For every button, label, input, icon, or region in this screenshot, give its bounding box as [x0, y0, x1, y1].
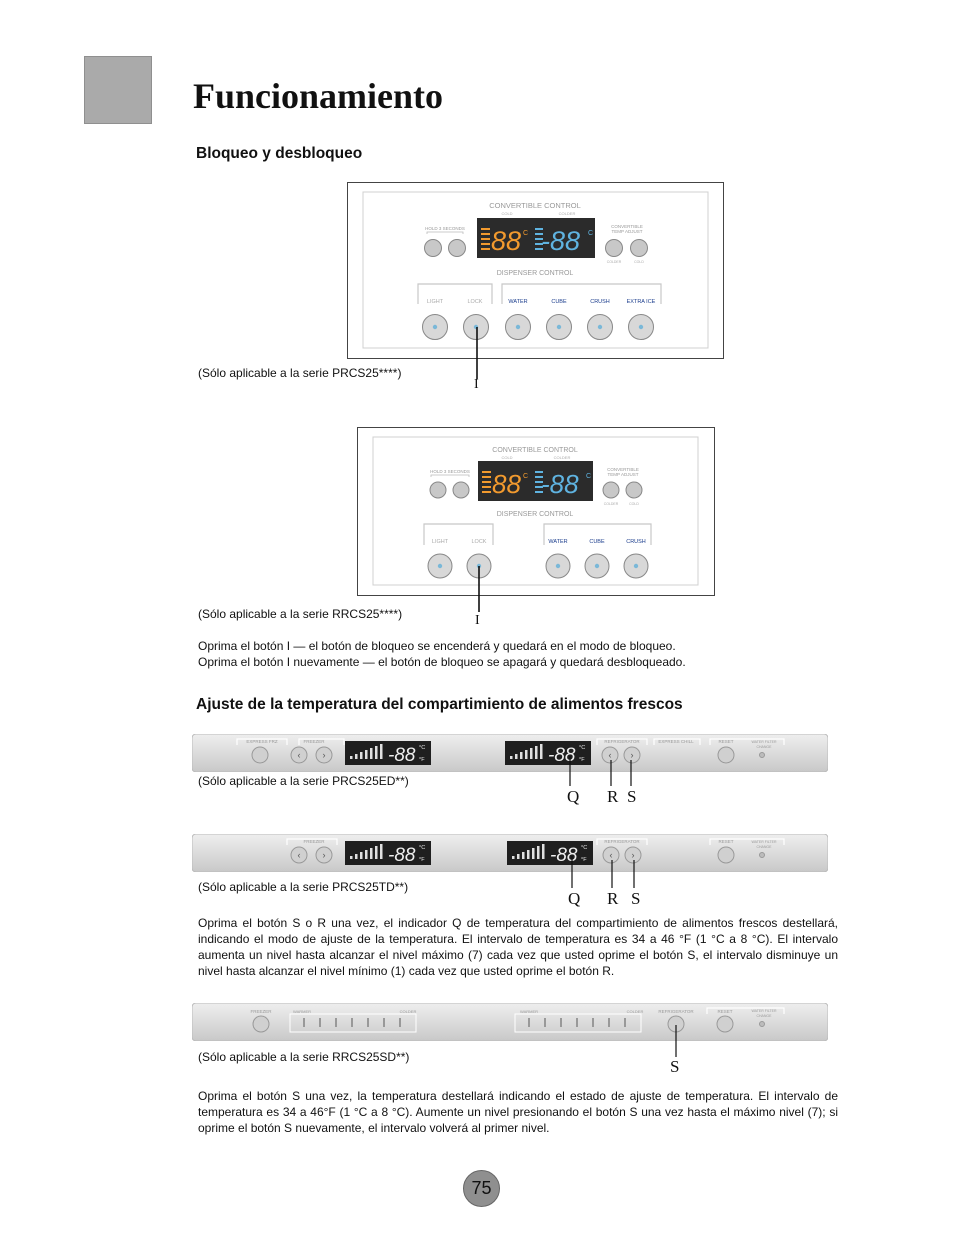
display-digits-blue: -88	[541, 469, 579, 499]
unit-celsius-orange: C	[523, 230, 529, 237]
label-freezer: FREEZER	[303, 739, 325, 744]
svg-text:‹: ‹	[297, 850, 301, 860]
hold-button-2[interactable]	[449, 240, 466, 257]
label-light: LIGHT	[426, 299, 444, 305]
label-convertible: CONVERTIBLE	[607, 467, 639, 472]
freezer-digits: -88	[388, 745, 416, 766]
label-water-filter-change: CHANGE	[756, 745, 772, 749]
label-hold-3-seconds: HOLD 3 SECONDS	[430, 469, 470, 474]
control-strip-prcs25ed	[192, 734, 828, 772]
reset-button[interactable]	[718, 847, 734, 863]
lock-instructions	[198, 638, 838, 670]
freezer-unit-c: °C	[419, 845, 426, 851]
cold-button[interactable]	[631, 240, 648, 257]
label-water: WATER	[508, 299, 528, 305]
label-refrigerator: REFRIGERATOR	[604, 839, 640, 844]
page-number-badge	[463, 1170, 500, 1207]
caption-prcs25td: (Sólo aplicable a la serie PRCS25TD**)	[198, 880, 409, 894]
unit-celsius-blue: C	[586, 473, 592, 480]
display-digits-blue: -88	[541, 226, 581, 256]
page-number: 75	[471, 1178, 492, 1198]
label-cold-small: COLD	[629, 502, 639, 506]
caption-rrcs25sd: (Sólo aplicable a la serie RRCS25SD**)	[198, 1050, 410, 1064]
callout-i-1: I	[474, 377, 479, 392]
label-light: LIGHT	[431, 539, 449, 545]
callout-line-lock-2	[476, 566, 482, 612]
label-extra-ice: EXTRA ICE	[626, 299, 656, 305]
freezer-unit-f: °F	[419, 757, 425, 763]
hold-button-1[interactable]	[430, 482, 446, 498]
refrigerator-digits: -88	[550, 845, 578, 866]
svg-text:›: ›	[631, 850, 635, 860]
display-digits-orange: 88	[492, 469, 521, 499]
label-reset: RESET	[718, 739, 734, 744]
unit-celsius-blue: C	[588, 230, 594, 237]
label-freezer: FREEZER	[250, 1009, 272, 1014]
label-water-filter-change: CHANGE	[756, 1014, 772, 1018]
label-dispenser-control: DISPENSER CONTROL	[496, 511, 574, 518]
section-marker-block	[84, 56, 152, 124]
label-cold-small: COLD	[634, 260, 644, 264]
refrigerator-digits: -88	[548, 745, 576, 766]
refrigerator-unit-f: °F	[581, 857, 587, 863]
callout-s-1: S	[627, 787, 637, 806]
freezer-unit-f: °F	[419, 857, 425, 863]
label-water-filter: WATER FILTER	[751, 740, 777, 744]
control-strip-prcs25td	[192, 834, 828, 872]
callout-line-strip3	[670, 1023, 682, 1059]
hold-button-1[interactable]	[425, 240, 442, 257]
label-convertible-control: CONVERTIBLE CONTROL	[489, 201, 581, 210]
caption-prcs25ed: (Sólo aplicable a la serie PRCS25ED**)	[198, 774, 409, 788]
label-colder-small: COLDER	[603, 502, 619, 506]
callout-s-2: S	[631, 889, 641, 908]
label-lock: LOCK	[471, 539, 487, 545]
svg-text:›: ›	[322, 750, 326, 760]
label-express-frz: EXPRESS FRZ	[246, 739, 278, 744]
svg-text:‹: ‹	[297, 750, 301, 760]
callout-i-2: I	[475, 613, 480, 628]
refrigerator-adjust-paragraph: Oprima el botón S una vez, la temperatura destellará indicando el estado de ajuste de temperatura. El intervalo de temperatura es 34 a 46°F (1 °C a 8 °C). Aumente un nivel presionando el botón S una vez hasta el máximo nivel (7); si oprime el botón S nuevamente, el intervalo volverá al primer nivel.	[198, 1089, 838, 1135]
label-crush: CRUSH	[626, 539, 646, 545]
callout-s-3: S	[670, 1057, 680, 1076]
caption-prcs25: (Sólo aplicable a la serie PRCS25****)	[198, 366, 402, 380]
water-filter-indicator	[760, 753, 765, 758]
water-filter-indicator	[760, 853, 765, 858]
display-digits-orange: 88	[491, 226, 522, 256]
page-title: Funcionamiento	[193, 76, 444, 116]
express-frz-button[interactable]	[252, 747, 268, 763]
control-panel-prcs25	[347, 182, 724, 359]
reset-button[interactable]	[718, 747, 734, 763]
temperature-adjust-paragraph: Oprima el botón S o R una vez, el indicador Q de temperatura del compartimiento de alimentos frescos destellará, indicando el modo de ajuste de la temperatura. El intervalo de temperatura es 34 a 46 °F (1 °C a 8 °C). El intervalo aumenta un nivel hasta alcanzar el nivel máximo (7) cada vez que usted oprime el botón S, el intervalo disminuye un nivel hasta alcanzar el nivel mínimo (1) cada vez que usted oprime el botón R.	[198, 916, 838, 978]
section-heading-temperature: Ajuste de la temperatura del compartimiento de alimentos frescos	[196, 696, 683, 713]
svg-text:‹: ‹	[608, 750, 612, 760]
refrigerator-unit-f: °F	[579, 757, 585, 763]
caption-rrcs25: (Sólo aplicable a la serie RRCS25****)	[198, 607, 403, 621]
refrigerator-unit-c: °C	[579, 745, 586, 751]
label-cold: COLD	[501, 455, 513, 460]
callout-r-2: R	[607, 889, 619, 908]
label-cube: CUBE	[589, 539, 605, 545]
freezer-unit-c: °C	[419, 745, 426, 751]
label-warmer: WARMER	[292, 1009, 312, 1014]
label-reset: RESET	[718, 839, 734, 844]
label-colder-small: COLDER	[606, 260, 622, 264]
control-panel-rrcs25	[357, 427, 715, 596]
label-water-filter: WATER FILTER	[751, 1009, 777, 1013]
refrigerator-unit-c: °C	[581, 845, 588, 851]
freezer-digits: -88	[388, 845, 416, 866]
label-reset: RESET	[717, 1009, 733, 1014]
svg-text:›: ›	[322, 850, 326, 860]
lock-instruction-2: Oprima el botón I nuevamente — el botón de bloqueo se apagará y quedará desbloqueado.	[198, 655, 686, 669]
label-hold-3-seconds: HOLD 3 SECONDS	[425, 226, 465, 231]
label-refrigerator: REFRIGERATOR	[604, 739, 640, 744]
label-cold: COLD	[501, 211, 513, 216]
callout-r-1: R	[607, 787, 619, 806]
section-heading-lock: Bloqueo y desbloqueo	[196, 145, 363, 162]
lock-instruction-1: Oprima el botón I — el botón de bloqueo se encenderá y quedará en el modo de bloqueo.	[198, 639, 676, 653]
colder-button[interactable]	[603, 482, 619, 498]
label-colder: COLDER	[553, 455, 571, 460]
reset-button[interactable]	[717, 1016, 733, 1032]
water-filter-indicator	[760, 1022, 765, 1027]
callout-line-lock-1	[474, 327, 480, 379]
label-colder: COLDER	[626, 1009, 644, 1014]
label-crush: CRUSH	[590, 299, 610, 305]
label-warmer: WARMER	[519, 1009, 539, 1014]
svg-text:›: ›	[630, 750, 634, 760]
label-express-chill: EXPRESS CHILL	[658, 739, 694, 744]
label-colder: COLDER	[558, 211, 576, 216]
label-dispenser-control: DISPENSER CONTROL	[496, 270, 574, 277]
label-temp-adjust: TEMP ADJUST	[611, 229, 643, 234]
freezer-button[interactable]	[253, 1016, 269, 1032]
colder-button[interactable]	[606, 240, 623, 257]
svg-text:‹: ‹	[609, 850, 613, 860]
callout-lines-strip1	[560, 752, 650, 788]
label-colder: COLDER	[399, 1009, 417, 1014]
label-lock: LOCK	[467, 299, 483, 305]
label-refrigerator: REFRIGERATOR	[658, 1009, 694, 1014]
label-water-filter-change: CHANGE	[756, 845, 772, 849]
callout-q-2: Q	[568, 889, 581, 908]
callout-lines-strip2	[562, 852, 652, 890]
hold-button-2[interactable]	[453, 482, 469, 498]
callout-q-1: Q	[567, 787, 580, 806]
label-water-filter: WATER FILTER	[751, 840, 777, 844]
label-water: WATER	[548, 539, 568, 545]
label-convertible: CONVERTIBLE	[611, 224, 643, 229]
control-strip-rrcs25sd	[192, 1003, 828, 1041]
label-freezer: FREEZER	[303, 839, 325, 844]
label-cube: CUBE	[551, 299, 567, 305]
label-convertible-control: CONVERTIBLE CONTROL	[492, 447, 578, 454]
unit-celsius-orange: C	[523, 473, 529, 480]
cold-button[interactable]	[626, 482, 642, 498]
label-temp-adjust: TEMP ADJUST	[607, 472, 639, 477]
